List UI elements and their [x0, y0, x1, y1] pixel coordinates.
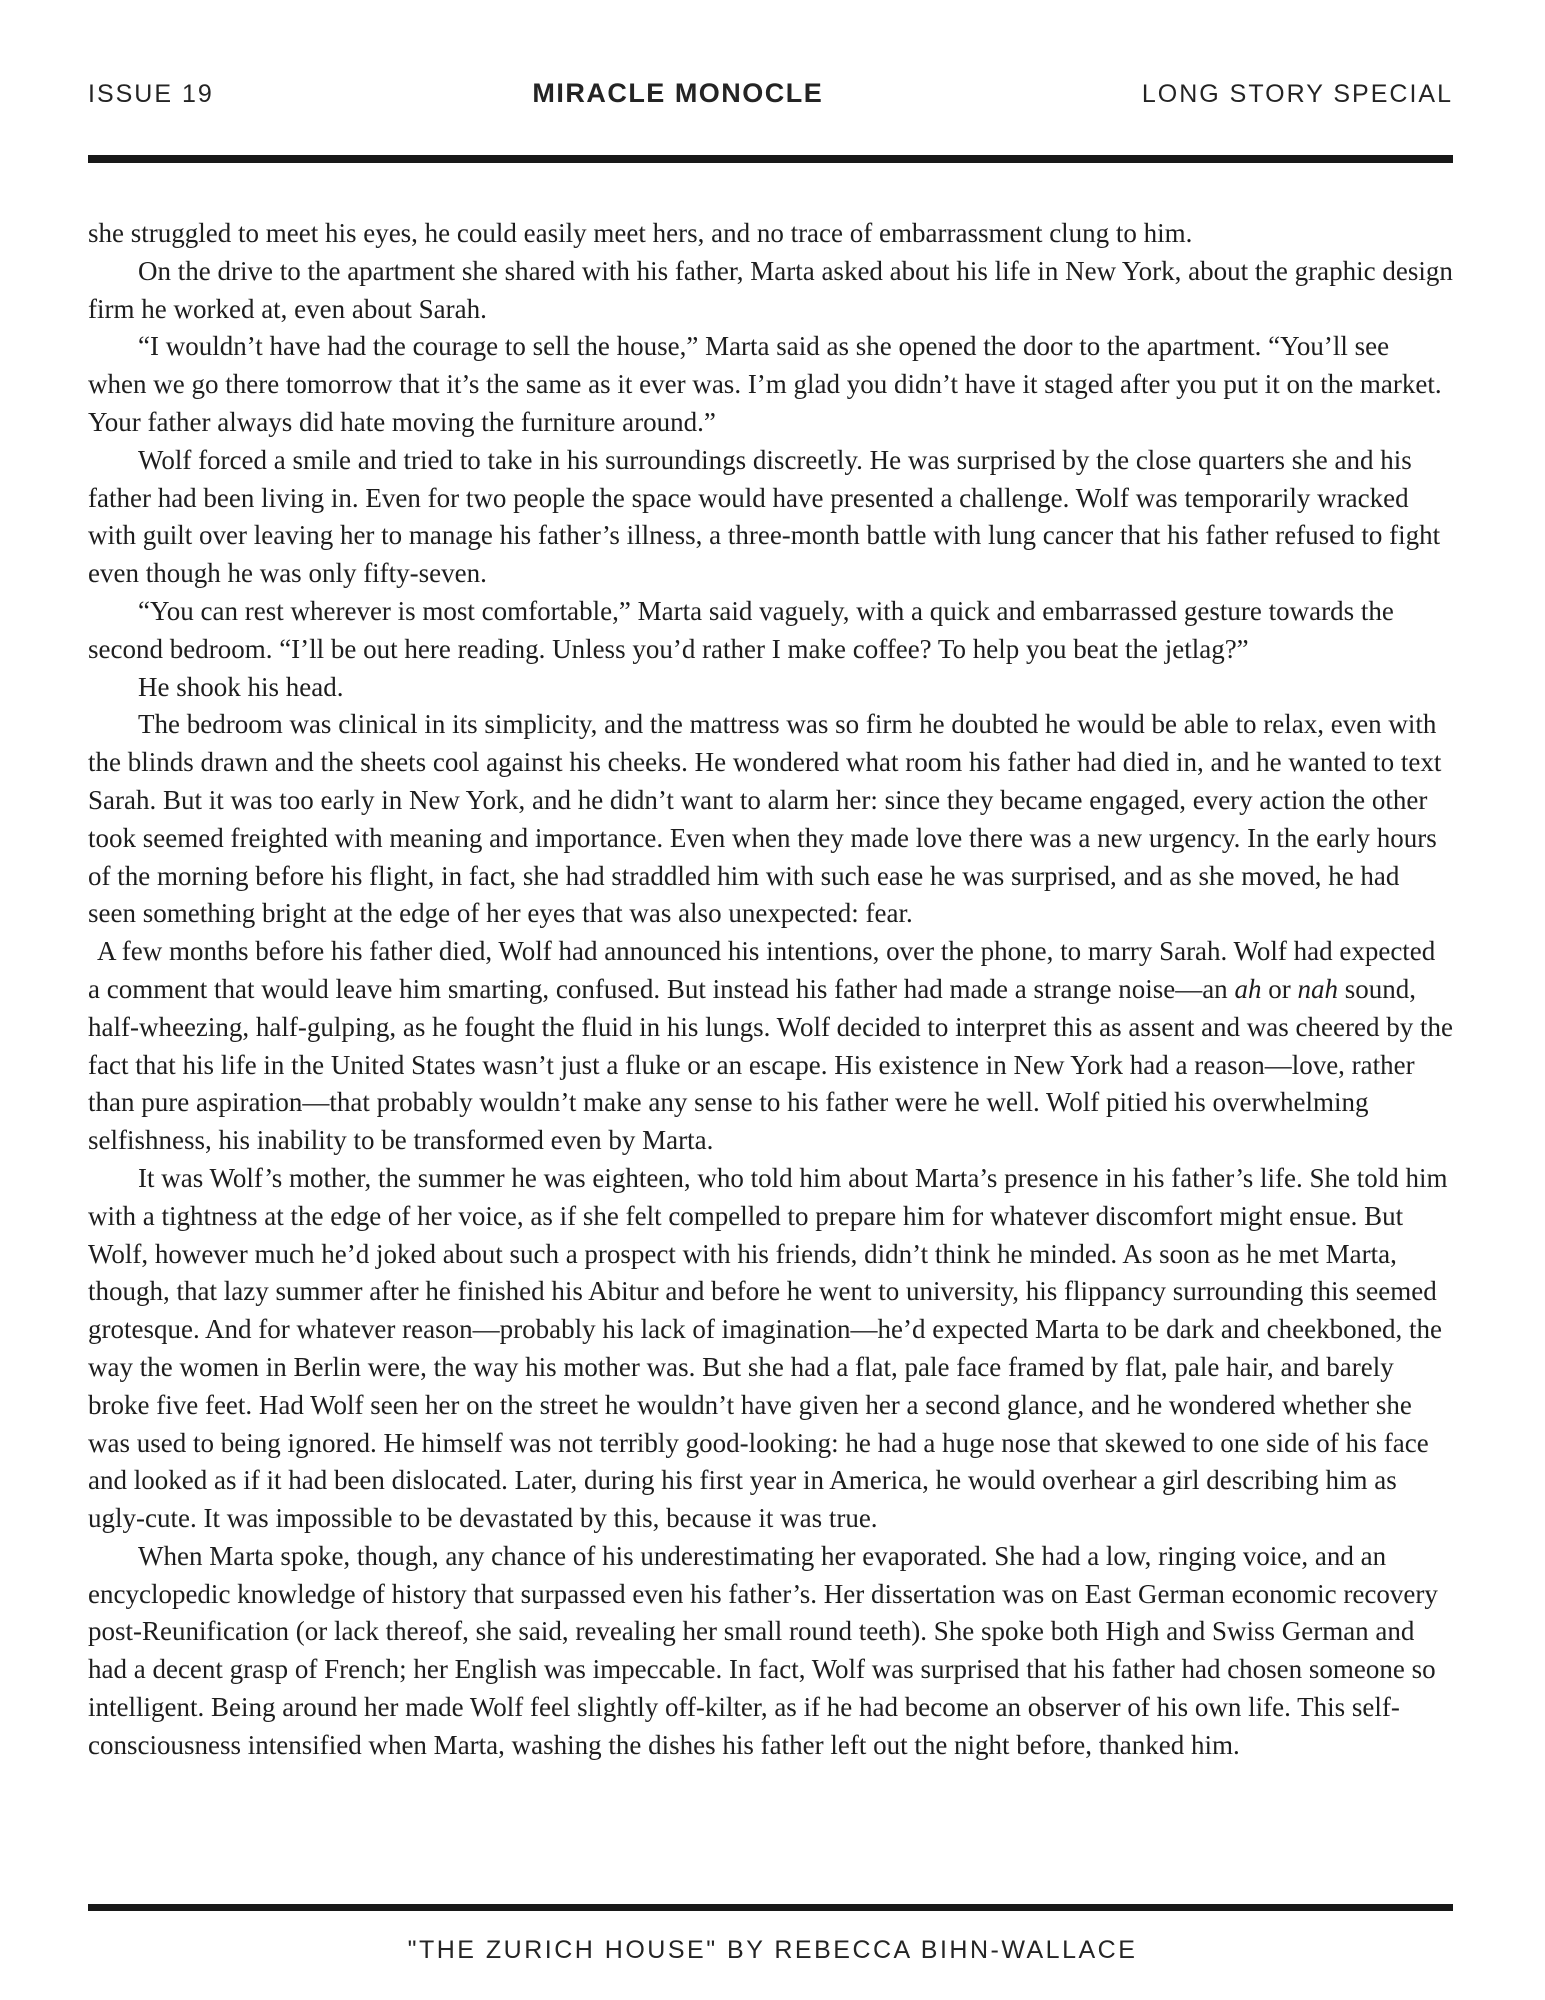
story-paragraph: she struggled to meet his eyes, he could easily meet hers, and no trace of embarrassment clung to him.	[88, 218, 1193, 248]
story-paragraph: He shook his head.	[138, 671, 344, 702]
page-header	[88, 78, 1453, 109]
magazine-title: MIRACLE MONOCLE	[532, 78, 824, 108]
story-title-byline: "THE ZURICH HOUSE" BY REBECCA BIHN-WALLACE	[407, 1936, 1138, 1964]
story-paragraph: “I wouldn’t have had the courage to sell the house,” Marta said as she opened the door to the apartment. “You’ll see when we go there tomorrow that it’s the same as it ever was. I’m glad you didn’t have it staged after you put it on the market. Your father always did hate moving the furniture around.”	[88, 331, 1442, 437]
story-paragraph: On the drive to the apartment she shared with his father, Marta asked about his life in New York, about the graphic design firm he worked at, even about Sarah.	[88, 255, 1453, 324]
story-text	[88, 215, 1454, 1765]
story-paragraph: The bedroom was clinical in its simplicity, and the mattress was so firm he doubted he would be able to relax, even with the blinds drawn and the sheets cool against his cheeks. He wondered what room his father had died in, and he wanted to text Sarah. But it was too early in New York, and he didn’t want to alarm her: since they became engaged, every action the other took seemed freighted with meaning and importance. Even when they made love there was a new urgency. In the early hours of the morning before his flight, in fact, she had straddled him with such ease he was surprised, and as she moved, he had seen something bright at the edge of her eyes that was also unexpected: fear.	[88, 709, 1442, 929]
edition-label: LONG STORY SPECIAL	[1141, 80, 1453, 108]
page-footer	[0, 1936, 1545, 1965]
story-paragraph: When Marta spoke, though, any chance of his underestimating her evaporated. She had a low, ringing voice, and an encyclopedic knowledge of history that surpassed even his father’s. Her dissertation was on East German economic recovery post-Reunification (or lack thereof, she said, revealing her small round teeth). She spoke both High and Swiss German and had a decent grasp of French; her English was impeccable. In fact, Wolf was surprised that his father had chosen someone so intelligent. Being around her made Wolf feel slightly off-kilter, as if he had become an observer of his own life. This self-consciousness intensified when Marta, washing the dishes his father left out the night before, thanked him.	[88, 1540, 1438, 1760]
story-paragraph: It was Wolf’s mother, the summer he was eighteen, who told him about Marta’s presence in his father’s life. She told him with a tightness at the edge of her voice, as if she felt compelled to prepare him for whatever discomfort might ensue. But Wolf, however much he’d joked about such a prospect with his friends, didn’t think he minded. As soon as he met Marta, though, that lazy summer after he finished his Abitur and before he went to university, his flippancy surrounding this seemed grotesque. And for whatever reason—probably his lack of imagination—he’d expected Marta to be dark and cheekboned, the way the women in Berlin were, the way his mother was. But she had a flat, pale face framed by flat, pale hair, and barely broke five feet. Had Wolf seen her on the street he wouldn’t have given her a second glance, and he wondered whether she was used to being ignored. He himself was not terribly good-looking: he had a huge nose that skewed to one side of his face and looked as if it had been dislocated. Later, during his first year in America, he would overhear a girl describing him as ugly-cute. It was impossible to be devastated by this, because it was true.	[88, 1162, 1448, 1534]
story-paragraph: “You can rest wherever is most comfortable,” Marta said vaguely, with a quick and embarrassed gesture towards the second bedroom. “I’ll be out here reading. Unless you’d rather I make coffee? To help you beat the jetlag?”	[88, 595, 1394, 664]
story-paragraph: A few months before his father died, Wolf had announced his intentions, over the phone, to marry Sarah. Wolf had expected a comment that would leave him smarting, confused. But instead his father had made a strange noise—an ah or nah sound, half-wheezing, half-gulping, as he fought the fluid in his lungs. Wolf decided to interpret this as assent and was cheered by the fact that his life in the United States wasn’t just a fluke or an escape. His existence in New York had a reason—love, rather than pure aspiration—that probably wouldn’t make any sense to his father were he well. Wolf pitied his overwhelming selfishness, his inability to be transformed even by Marta.	[88, 936, 1453, 1156]
story-paragraph: Wolf forced a smile and tried to take in his surroundings discreetly. He was surprised by the close quarters she and his father had been living in. Even for two people the space would have presented a challenge. Wolf was temporarily wracked with guilt over leaving her to manage his father’s illness, a three-month battle with lung cancer that his father refused to fight even though he was only fifty-seven.	[88, 444, 1441, 589]
bottom-rule	[88, 1904, 1453, 1911]
top-rule	[88, 155, 1453, 163]
issue-label: ISSUE 19	[88, 80, 214, 108]
